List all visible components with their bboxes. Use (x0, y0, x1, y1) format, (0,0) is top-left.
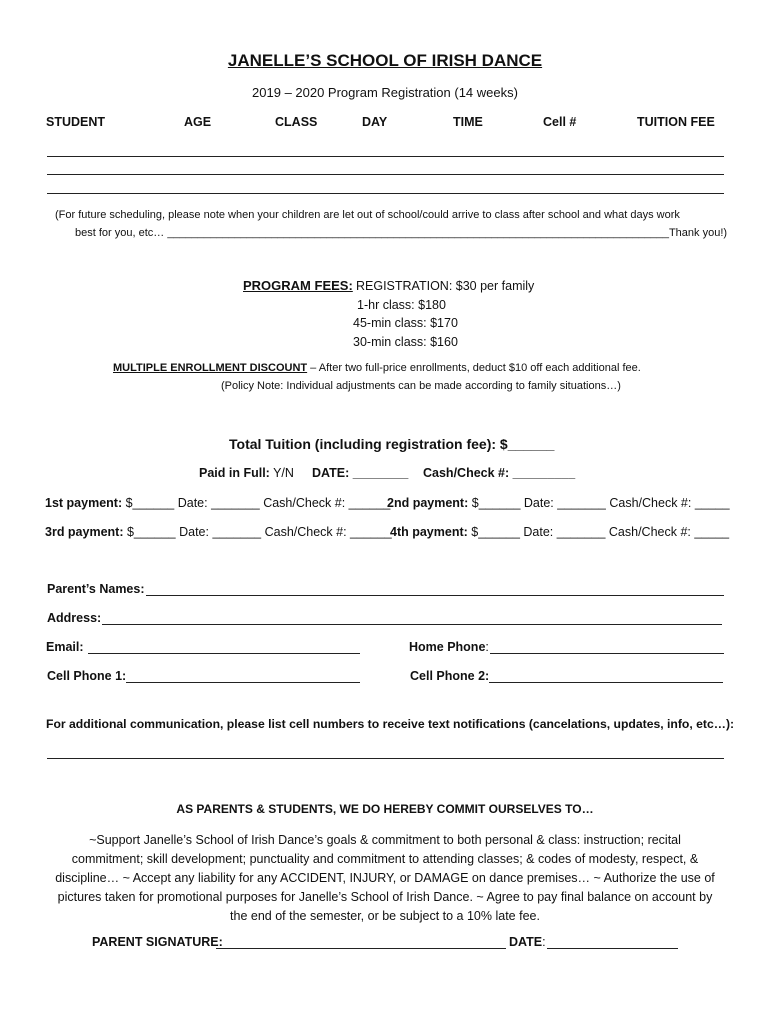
page-title: JANELLE’S SCHOOL OF IRISH DANCE (227, 51, 543, 70)
parent-signature-label: PARENT SIGNATURE: (92, 935, 223, 949)
policy-note: (Policy Note: Individual adjustments can be made according to family situations…) (221, 380, 621, 392)
payment-2-fields: $______ Date: _______ Cash/Check #: _____ (468, 496, 730, 510)
column-student: STUDENT (46, 115, 106, 129)
discount-text: – After two full-price enrollments, deduct $10 off each additional fee. (307, 362, 641, 374)
cell-phone-2-field[interactable] (489, 682, 723, 683)
signature-date-label: DATE (509, 935, 543, 949)
fee-1hr: 1-hr class: $180 (357, 298, 446, 312)
payment-1-fields: $______ Date: _______ Cash/Check #: ______ (122, 496, 391, 510)
column-day: DAY (362, 115, 388, 129)
payment-4[interactable] (390, 525, 729, 539)
column-class: CLASS (275, 115, 318, 129)
scheduling-note-line-2[interactable]: best for you, etc… __________________________________________________________________________________Thank you!) (75, 227, 728, 239)
student-entry-line-3[interactable] (47, 193, 724, 194)
commit-paragraph (40, 831, 730, 926)
cell-phone-1-label: Cell Phone 1: (47, 669, 127, 683)
parents-names-field[interactable] (146, 595, 724, 596)
payment-2-label: 2nd payment: (387, 496, 469, 510)
payment-4-fields: $______ Date: _______ Cash/Check #: _____ (467, 525, 730, 539)
payment-3[interactable] (45, 525, 392, 539)
fee-45min: 45-min class: $170 (353, 316, 458, 330)
commit-line: commitment; skill development; punctuality and commitment to attending classes; & codes of modesty, respect, & (71, 852, 699, 866)
commit-line: ~Support Janelle’s School of Irish Dance’s goals & commitment to both personal & class: instruction; recital (89, 833, 681, 847)
address-label: Address: (47, 611, 102, 625)
column-cell: Cell # (543, 115, 577, 129)
email-label: Email: (46, 640, 84, 654)
student-table-header (0, 115, 770, 133)
payment-3-fields: $______ Date: _______ Cash/Check #: ______ (123, 525, 392, 539)
commit-line: pictures taken for promotional purposes for Janelle’s School of Irish Dance. ~ Agree to pay final balance on account by (57, 890, 713, 904)
cell-phone-1-field[interactable] (126, 682, 360, 683)
commit-heading: AS PARENTS & STUDENTS, WE DO HEREBY COMMIT OURSELVES TO… (176, 802, 594, 816)
student-entry-line-1[interactable] (47, 156, 724, 157)
scheduling-note-line-1: (For future scheduling, please note when your children are let out of school/could arrive to class after school and what days work (55, 209, 680, 221)
subtitle: 2019 – 2020 Program Registration (14 weeks) (252, 85, 518, 100)
paid-in-full-label: Paid in Full: (199, 466, 270, 480)
commit-line: discipline… ~ Accept any liability for any ACCIDENT, INJURY, or DAMAGE on dance premises… ~ Authorize the use of (55, 871, 715, 885)
column-tuition-fee: TUITION FEE (637, 115, 715, 129)
signature-date-field[interactable] (547, 948, 678, 949)
parents-names-label: Parent’s Names: (47, 582, 145, 596)
home-phone-field[interactable] (490, 653, 724, 654)
home-phone-label: Home Phone (409, 640, 486, 654)
column-time: TIME (453, 115, 483, 129)
additional-communication: For additional communication, please list cell numbers to receive text notifications (cancelations, updates, info, etc…): (46, 717, 735, 731)
fee-30min: 30-min class: $160 (353, 335, 458, 349)
payment-3-label: 3rd payment: (45, 525, 124, 539)
payment-4-label: 4th payment: (390, 525, 468, 539)
discount-label: MULTIPLE ENROLLMENT DISCOUNT (113, 362, 308, 374)
student-entry-line-2[interactable] (47, 174, 724, 175)
email-field[interactable] (88, 653, 360, 654)
commit-line: the end of the semester, or be subject to a 10% late fee. (230, 909, 540, 923)
signature-date: DATE: (509, 935, 546, 949)
column-age: AGE (184, 115, 212, 129)
paid-in-full-date[interactable]: DATE: ________ (312, 466, 409, 480)
home-phone: Home Phone: (409, 640, 489, 654)
discount-note (113, 362, 641, 374)
paid-in-full[interactable] (199, 466, 294, 480)
registration-fee: REGISTRATION: $30 per family (356, 279, 535, 293)
payment-1-label: 1st payment: (45, 496, 123, 510)
address-field[interactable] (102, 624, 722, 625)
cell-phone-2-label: Cell Phone 2: (410, 669, 490, 683)
total-tuition[interactable]: Total Tuition (including registration fee): $______ (229, 436, 555, 452)
paid-in-full-value: Y/N (269, 466, 294, 480)
payment-2[interactable] (387, 496, 730, 510)
parent-signature-field[interactable] (216, 948, 506, 949)
paid-in-full-cash[interactable]: Cash/Check #: _________ (423, 466, 576, 480)
additional-communication-field[interactable] (47, 758, 724, 759)
program-fees-label: PROGRAM FEES: (243, 278, 353, 293)
payment-1[interactable] (45, 496, 390, 510)
